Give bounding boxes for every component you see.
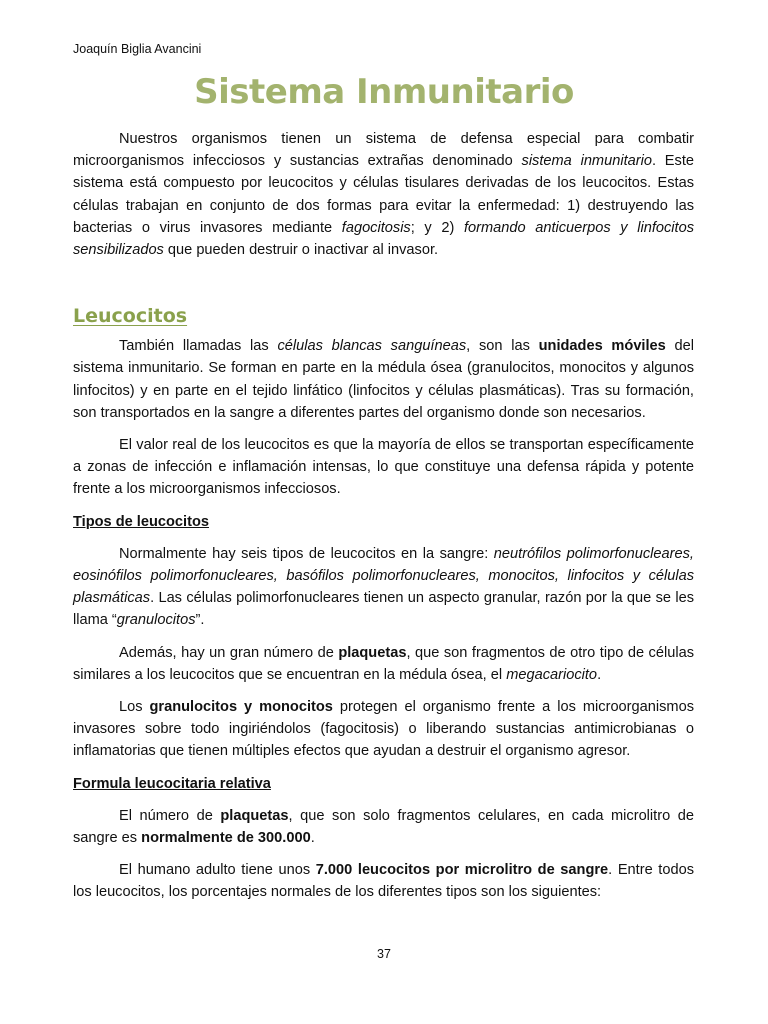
intro-paragraph: Nuestros organismos tienen un sistema de defensa especial para combatir microorganismos infecciosos y sustancias extrañas denominado sistema inmunitario. Este sistema está compuesto por leucocitos y células tisulares derivadas de los leucocitos. Estas células trabajan en conjunto de dos formas para evitar la enfermedad: 1) destruyendo las bacterias o virus invasores mediante fagocitosis; y 2) formando anticuerpos y linfocitos sensibilizados que pueden destruir o inactivar al invasor. [73, 131, 695, 259]
tipos-paragraph-2: Además, hay un gran número de plaquetas, que son fragmentos de otro tipo de células similares a los leucocitos que se encuentran en la médula ósea, el megacariocito. [73, 644, 694, 683]
formula-paragraph-2: El humano adulto tiene unos 7.000 leucocitos por microlitro de sangre. Entre todos los leucocitos, los porcentajes normales de los diferentes tipos son los siguientes: [73, 862, 695, 901]
tipos-paragraph-1: Normalmente hay seis tipos de leucocitos en la sangre: neutrófilos polimorfonucleares, eosinófilos polimorfonucleares, basófilos polimorfonucleares, monocitos, linfocitos y células plasmáticas. Las células polimorfonucleares tienen un aspecto granular, razón por la que se les llama “granulocitos”. [73, 545, 694, 629]
author-header: Joaquín Biglia Avancini [73, 42, 202, 56]
leucocitos-paragraph-2: El valor real de los leucocitos es que la mayoría de ellos se transportan específicamente a zonas de infección e inflamación intensas, lo que constituye una defensa rápida y potente frente a los microorganismos infecciosos. [73, 437, 694, 498]
page-number: 37 [377, 947, 391, 961]
document-title: Sistema Inmunitario [194, 72, 574, 112]
section-heading-leucocitos: Leucocitos [73, 305, 188, 328]
subheading-formula: Formula leucocitaria relativa [73, 775, 271, 792]
tipos-paragraph-3: Los granulocitos y monocitos protegen el organismo frente a los microorganismos invasores sobre todo ingiriéndolos (fagocitosis) o liberando sustancias antimicrobianas o inflamatorias que tienen múltiples efectos que ayudan a destruir el organismo agresor. [73, 699, 694, 760]
document-body [73, 128, 694, 914]
formula-paragraph-1: El número de plaquetas, que son solo fragmentos celulares, en cada microlitro de sangre es normalmente de 300.000. [73, 807, 694, 847]
subheading-tipos: Tipos de leucocitos [73, 513, 209, 530]
leucocitos-paragraph-1: También llamadas las células blancas sanguíneas, son las unidades móviles del sistema inmunitario. Se forman en parte en la médula ósea (granulocitos, monocitos y algunos linfocitos) y en parte en el tejido linfático (linfocitos y células plasmáticas). Tras su formación, son transportados en la sangre a diferentes partes del organismo donde son necesarios. [73, 338, 694, 421]
